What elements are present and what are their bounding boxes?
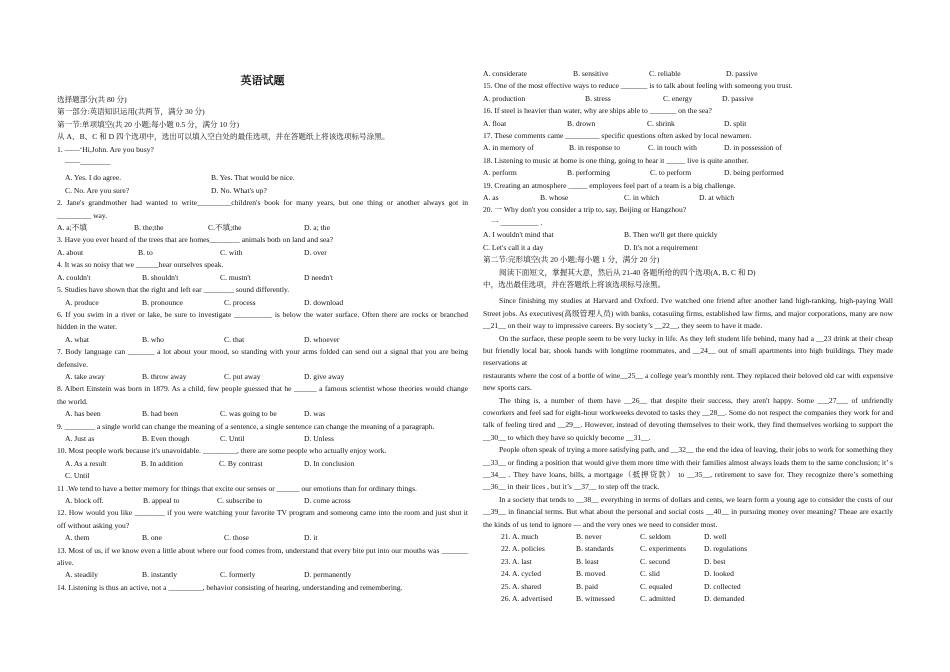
question-12: 12. How would you like ________ if you were watching your favorite TV program and someong came into the room and just shut it off without asking you? [57,508,468,530]
option: 21. A. much [501,532,539,542]
question-2-options [57,222,468,234]
left-column [57,0,468,594]
option: B. one [142,533,162,543]
question-3: 3. Have you ever heard of the trees that are homes________ animals both on land and sea? [57,235,334,245]
option: D. come across [304,496,351,505]
option: A. float [483,118,507,128]
option: D. in possession of [724,143,782,153]
passage-paragraph: restaurants where the cost of a bottle of wine__25__ a college year's monthly rent. They replaced their beloved old car with expensive new sports cars. [483,370,893,393]
option: B. to [138,247,153,257]
section-heading: 第一部分:英语知识运用(共两节，满分 30 分) [57,107,205,117]
question-20-options-row2 [483,242,893,254]
passage-paragraph: The thing is, a number of them have __26__ that despite their success, they aren't happy. Some ___27___ of unfriendly coworkers and feel sad for eight-hour workweeks devoted to tasks they __28__. Some do not respect the companies they work for and talk of feeling tired and __29__. However, instead of devoting themselves to their work, they find themselves working to support the __30__ to which they have so quickly become __31__. [483,395,893,442]
question-13: 13. Most of us, if we know even a little about where our food comes from, understand that every bite put into our mouths was _______ alive. [57,545,468,568]
question-7: 7. Body language can _______ a lot about your mood, so standing with your arms folded can send out a signal that you are being defensive. [57,347,468,369]
option: D. give away [304,371,345,381]
option: 26. A. advertised [501,594,553,604]
option: B. performing [567,168,611,178]
option: C. reliable [649,69,681,78]
question-4: 4. It was so noisy that we ______hear ourselves speak. [57,260,224,270]
option: C. second [640,556,670,566]
option: D. permanently [304,570,352,580]
option: C. to perform [650,168,692,178]
exam-title: 英语试题 [240,74,285,87]
option: A. I wouldn't mind that [483,230,554,240]
option: B. had been [142,409,179,419]
cloze-options-26 [483,593,893,605]
option: A. production [483,93,526,103]
option: A. produce [65,297,99,307]
option: 22. A. policies [501,544,545,554]
question-12-options [57,532,468,544]
option: B. appeal to [143,496,180,505]
passage-paragraph: Since finishing my studies at Harvard and Oxford. I've watched one friend after another land high-ranking, high-paying Wall Street jobs. As executives(高级管理人员) with banks, cotasuiing firms, established law firms, and major corporations, many are now __21__ on their way to impressive careers. By society’s __22__, they seem to have it made. [483,296,893,331]
question-14: 14. Listening is thus an active, not a _________, behavior consisting of hearing, understanding and remembering. [57,582,403,592]
option: B. the;the [134,223,164,233]
option: B. drown [567,118,596,128]
option: D. best [704,556,726,566]
question-16-options [483,118,893,130]
option: C. Let's call it a day [483,242,544,252]
option: D. well [704,532,727,542]
option: C. those [224,533,249,543]
instruction: 从 A、B、C 和 D 四个选项中，选出可以填入空白处的最佳选项，并在答题纸上将该选项标号涂黑。 [57,132,390,142]
option: B. whose [540,193,569,203]
question-1-options-row1 [57,172,468,184]
option: A. considerate [483,69,527,78]
option: B. in response to [569,143,621,153]
option: D. demanded [704,594,745,604]
instruction: 中，选出最佳选项，并在答题纸上将该选项标号涂黑。 [483,279,666,289]
question-20-options-row1 [483,229,893,241]
question-20: 20. 一 Why don't you consider a trip to, say, Beijing or Hangzhou? [483,205,687,215]
option: B. standards [576,544,614,554]
option: C. Until [220,433,245,443]
section-heading: 选择题部分(共 80 分) [57,95,127,104]
section-heading: 第二节:完形填空(共 20 小题;每小题 1 分，满分 20 分) [483,255,660,265]
question-19-options [483,192,893,204]
option: D. looked [704,569,734,579]
option: D. at which [699,193,735,203]
option: D. passive [726,69,758,78]
option: D. was [304,409,326,419]
option: A. perform [483,168,517,178]
option: B. Then we'll get there quickly [624,230,718,240]
question-5: 5. Studies have shown that the right and left ear ________ sound differently. [57,285,290,295]
option: 25. A. shared [501,581,542,591]
option: B. who [142,334,164,344]
option: A. in memory of [483,143,534,153]
question-6-options [57,334,468,346]
option: D. whoever [304,334,340,344]
option: D. Unless [304,433,334,443]
option: B. shouldn't [142,272,179,282]
option: B. never [576,532,602,542]
question-8-options [57,408,468,420]
question-11-options [57,495,468,507]
option: C. experiments [640,544,686,554]
question-1: 1. ——‘Hi,John. Are you busy? [57,144,154,154]
option: B. moved [576,569,606,579]
question-3-options [57,247,468,259]
option: C. with [220,247,243,257]
option: D. download [304,297,344,307]
question-15: 15. One of the most effective ways to reduce _______ is to talk about feeling with someong you trust. [483,81,793,91]
question-18-options [483,167,893,179]
option: C. in which [624,193,660,203]
option: B. Yes. That would be nice. [211,173,295,183]
cloze-options-24 [483,568,893,580]
option: C. Until [65,471,90,481]
question-11: 11 .We tend to have a better memory for things that excite our senses or ______ our emotions than for ordinary things. [57,483,417,493]
cloze-options-21 [483,531,893,543]
option: C. process [224,297,256,307]
option: C. formerly [220,570,256,580]
option: D. passive [722,93,754,103]
option: B. instantly [142,570,178,580]
option: C. shrink [647,118,675,128]
question-13-options [57,569,468,581]
option: C. energy [663,93,693,103]
passage-paragraph: People often speak of trying a more satisfying path, and __32__ the end the idea of leaving, their jobs to work for something they __33__ or finding a position that would give them more time with their families almost always leads them to the same conclusion; it’ s __34__ . They have loans, bills, a mortgage（抵押贷款） to __35__, retirement to save for. They recognize there’s something __36__ in their lices , but it’s __37__ to step off the track. [483,445,893,492]
option: D. No. What's up? [211,185,267,195]
option: A. what [65,334,90,344]
option: B. stress [585,93,611,103]
option: D. it [304,533,318,543]
option: C. equaled [640,581,673,591]
question-18: 18. Listening to music at home is one thing, going to hear it _____ live is quite another. [483,155,749,165]
question-9: 9. ________ a single world can change the meaning of a sentence, a single sentence can change the meaning of a paragraph. [57,421,435,431]
option: C.不填;the [208,223,242,233]
option: C. that [224,334,245,344]
question-19: 19. Creating an atmosphere _____ employees feel part of a team is a big challenge. [483,180,736,190]
question-1-options-row2 [57,185,468,197]
cloze-options-22 [483,543,893,555]
option: C. No. Are you sure? [65,185,130,195]
question-20-blank: 一 __________ . [491,217,543,227]
question-9-options [57,433,468,445]
question-5-options [57,297,468,309]
option: D. over [304,247,327,257]
option: A. As a result [65,458,107,468]
option: B. paid [576,581,598,591]
option: D. In conclusion [304,458,355,468]
option: C. mustn't [220,272,251,282]
question-16: 16. If steel is heavier than water, why are ships able to _______ on the sea? [483,106,712,116]
option: A. a;不填 [57,223,87,233]
option: A. couldn't [57,272,91,282]
option: A. take away [65,371,105,381]
option: C. slid [640,569,660,579]
question-8: 8. Albert Einstein was born in 1879. As a child, few people guessed that he ______ a famous scientist whose theories would change the world. [57,384,468,406]
option: D. regulations [704,544,748,554]
cloze-options-25 [483,581,893,593]
question-7-options [57,371,468,383]
option: D. a; the [304,223,330,233]
passage-paragraph: In a society that tends to __38__ everything in terms of dollars and cents, we learn form a young age to consider the costs of our __39__ in financial terms. But what about the personal and social costs __40__ in pursuing money over meaning? Theae are exactly the kinds of us tend to ignore — and the very ones we need to consider most. [483,494,893,529]
option: A. Yes. I do agree. [65,173,122,183]
option: A. has been [65,409,101,419]
option: B. sensitive [573,69,609,78]
question-1-blank: ——________ [65,157,111,167]
question-14-options [483,68,893,80]
option: A. Just as [65,433,95,443]
option: C. in touch with [648,143,697,153]
option: B. In addition [141,458,183,468]
option: B. pronounce [142,297,183,307]
option: C. subscribe to [217,496,263,505]
question-2: 2. Jane's grandmother had wanted to write_________children's book for many years, but one thing or another always got in _________ way. [57,198,468,220]
option: 23. A. last [501,556,532,566]
option: B. Even though [142,433,190,443]
instruction: 阅读下面短文，掌握其大意，然后从 21-40 各题所给的四个选项(A, B, C 和 D) [499,267,756,277]
option: C. put away [224,371,261,381]
option: A. block off. [65,496,104,505]
option: B. witnessed [576,594,615,604]
option: A. about [57,247,84,257]
option: C. admitted [640,594,676,604]
option: 24. A. cycled [501,569,542,579]
option: D. It's not a requirement [624,242,698,252]
question-10-options [57,458,468,470]
question-15-options [483,93,893,105]
option: D. collected [704,581,741,591]
passage-paragraph: On the surface, these people seem to be very lucky in life. As they left student life behind, many had a __23 drink at their cheap but friendly local bar, shook hands with longtime roommates, and __24__ out of small apartments into high buildings. They made reservations at [483,333,893,368]
option: D. split [724,118,747,128]
option: D. being performed [724,168,784,178]
option: C. was going to be [220,409,277,419]
question-4-options [57,272,468,284]
question-17-options [483,142,893,154]
question-17: 17. These comments came _________ specific questions often asked by local newamen. [483,131,752,141]
right-column [483,68,893,605]
option: B. throw away [142,371,187,381]
question-10: 10. Most people work because it's unavoidable. _________, there are some people who actually enjoy work. [57,446,387,456]
option: C. By contrast [219,458,263,468]
cloze-options-23 [483,556,893,568]
option: A. them [65,533,90,543]
option: A. steadily [65,570,98,580]
section-heading: 第一节:单项填空(共 20 小题;每小题 0.5 分，满分 10 分) [57,119,240,129]
question-6: 6. If you swim in a river or lake, be sure to investigate __________ is below the water surface. Often there are rocks or branched hidden in the water. [57,309,468,332]
option: A. as [483,193,499,203]
option: C. seldom [640,532,671,542]
option: D needn't [304,272,333,282]
option: B. least [576,556,599,566]
